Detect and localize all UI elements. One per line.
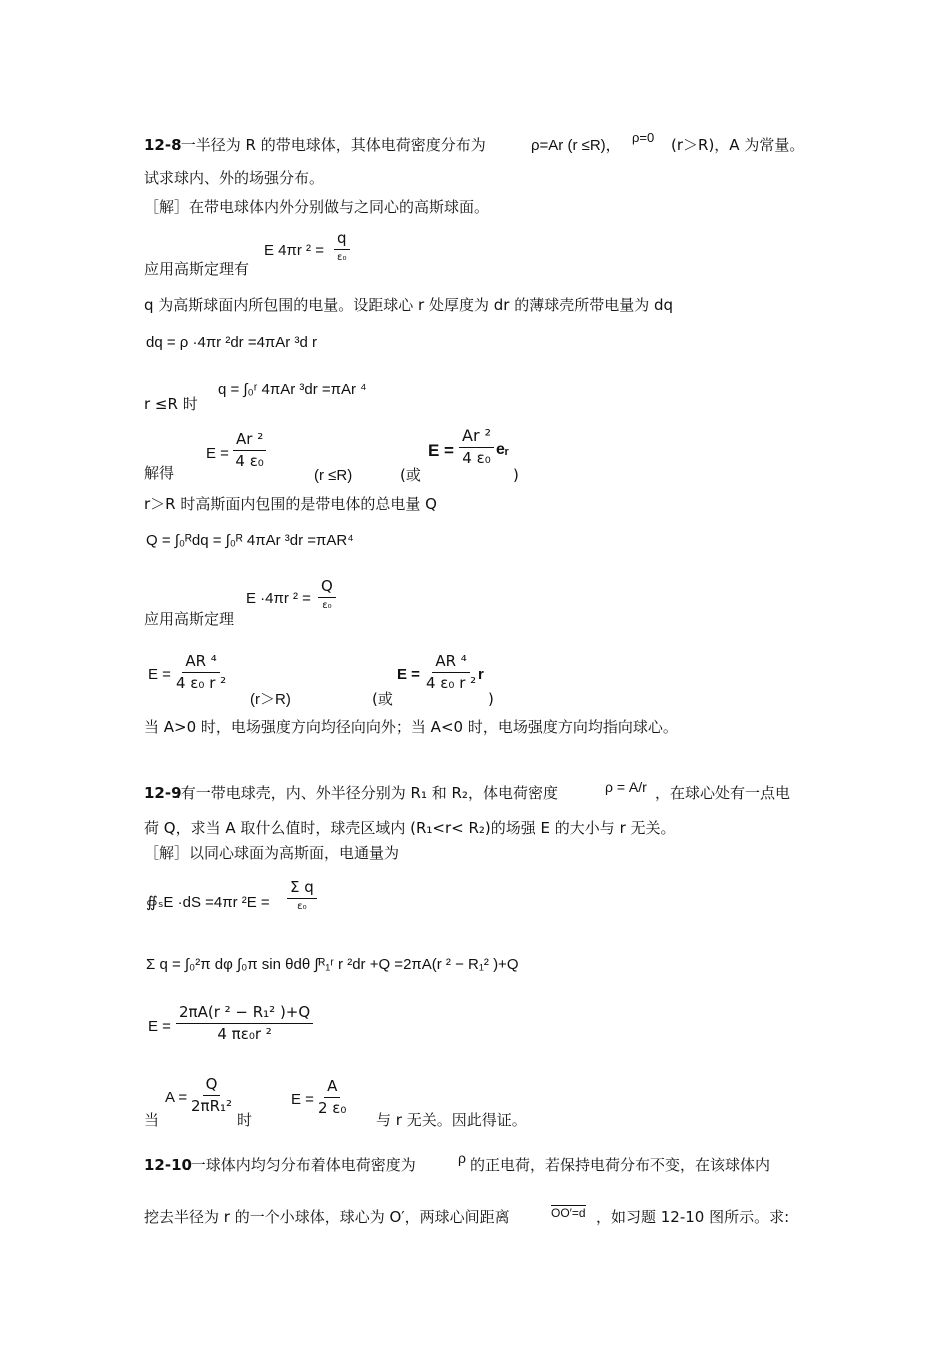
- e-inside-numerator: Ar ²: [233, 432, 266, 451]
- a-value-denominator: 2πR₁²: [191, 1097, 233, 1115]
- proof-conclusion: 与 r 无关。因此得证。: [376, 1111, 527, 1129]
- problem-number-12-10: 12-10: [144, 1156, 192, 1174]
- e-inside-denominator: 4 ε₀: [235, 452, 264, 470]
- problem-number-12-9: 12-9: [144, 784, 182, 802]
- unit-vector-er: eᵣ: [496, 441, 509, 458]
- total-charge-equation: Q = ∫₀ᴿdq = ∫₀ᴿ 4πAr ³dr =πAR⁴: [146, 532, 354, 549]
- e-inside-vector-fraction: [459, 428, 494, 466]
- flux-equation-denominator: ε₀: [297, 901, 307, 912]
- solve-label: 解得: [144, 464, 175, 482]
- gauss-outside-denominator: ε₀: [322, 600, 332, 611]
- problem-12-10-line2: 挖去半径为 r 的一个小球体，球心为 O′，两球心间距离: [144, 1208, 510, 1226]
- enclosed-charge-equation: Σ q = ∫₀²π dφ ∫₀π sin θdθ ∫ᴿ₁ʳ r ²dr +Q =2πA(r ² − R₁² )+Q: [146, 956, 519, 973]
- e-outside-vector-fraction: [426, 654, 476, 691]
- problem-12-10-statement: .一球体内均匀分布着体电荷密度为: [186, 1156, 416, 1174]
- gauss-outside-lhs: E ·4πr ² =: [246, 590, 311, 607]
- e-constant-lhs: E =: [291, 1091, 314, 1108]
- dq-description: q 为高斯球面内所包围的电量。设距球心 r 处厚度为 dr 的薄球壳所带电量为 dq: [144, 296, 674, 314]
- problem-12-8-condition: (r＞R)，A 为常量。: [671, 136, 805, 154]
- e-outside-vector-lhs: E =: [397, 666, 420, 683]
- e-outside-fraction: [176, 654, 226, 691]
- e-outside-condition: (r＞R): [250, 691, 291, 708]
- alternative-close: ): [513, 466, 519, 484]
- gauss-outside-numerator: Q: [318, 579, 336, 598]
- density-inside: ρ=Ar (r ≤R)，: [531, 137, 621, 154]
- unit-vector-r: r: [478, 666, 484, 683]
- a-value-lhs: A =: [165, 1089, 188, 1106]
- alternative-close-2: ): [488, 690, 494, 708]
- uniform-density-symbol: ρ: [458, 1150, 466, 1166]
- problem-12-8-question: 试求球内、外的场强分布。: [144, 169, 325, 187]
- problem-12-8-statement: .一半径为 R 的带电球体，其体电荷密度分布为: [176, 136, 486, 154]
- field-equation-fraction: [176, 1005, 313, 1042]
- field-equation-denominator: 4 πε₀r ²: [217, 1025, 272, 1043]
- gauss-label: 应用高斯定理有: [144, 260, 250, 278]
- e-inside-lhs: E =: [206, 445, 229, 462]
- flux-equation-fraction: [287, 880, 317, 912]
- e-inside-vector-denominator: 4 ε₀: [462, 449, 491, 467]
- problem-12-9-statement-cont: ，在球心处有一点电: [655, 784, 791, 802]
- flux-equation-numerator: Σ q: [287, 880, 317, 899]
- when-label: 当: [144, 1111, 160, 1129]
- problem-number-12-8: 12-8: [144, 136, 182, 154]
- alternative-open: (或: [400, 466, 421, 484]
- problem-12-9-question: 荷 Q，求当 A 取什么值时，球壳区域内 (R₁<r< R₂)的场强 E 的大小与 r 无关。: [144, 819, 676, 837]
- problem-12-9-statement: .有一带电球壳，内、外半径分别为 R₁ 和 R₂，体电荷密度: [176, 784, 558, 802]
- shell-density: ρ = A/r: [605, 779, 647, 795]
- e-inside-condition: (r ≤R): [314, 467, 353, 484]
- q-integral-equation: q = ∫₀ʳ 4πAr ³dr =πAr ⁴: [218, 381, 367, 398]
- flux-equation-lhs: ∯ₛE ·dS =4πr ²E =: [146, 894, 270, 911]
- gauss-eq-fraction: [334, 231, 350, 263]
- gauss-eq-denominator: ε₀: [337, 252, 347, 263]
- e-outside-denominator: 4 ε₀ r ²: [176, 674, 227, 692]
- solution-intro: ［解］在带电球体内外分别做与之同心的高斯球面。: [144, 198, 490, 216]
- alternative-open-2: (或: [372, 690, 393, 708]
- e-outside-numerator: AR ⁴: [182, 654, 219, 673]
- e-inside-vector-lhs: E =: [428, 441, 454, 460]
- e-outside-vector-numerator: AR ⁴: [432, 654, 469, 673]
- e-outside-lhs: E =: [148, 666, 171, 683]
- solution-intro-12-9: ［解］以同心球面为高斯面，电通量为: [144, 844, 400, 862]
- gauss-eq-lhs: E 4πr ² =: [264, 242, 324, 259]
- a-value-fraction: [191, 1077, 232, 1114]
- gauss-outside-fraction: [318, 579, 336, 611]
- e-inside-vector-numerator: Ar ²: [459, 428, 494, 448]
- center-distance: OO′=d: [551, 1206, 586, 1220]
- a-value-numerator: Q: [203, 1077, 221, 1096]
- outside-description: r＞R 时高斯面内包围的是带电体的总电量 Q: [144, 495, 437, 513]
- field-equation-numerator: 2πA(r ² − R₁² )+Q: [176, 1005, 313, 1024]
- gauss-label-2: 应用高斯定理: [144, 610, 235, 628]
- direction-conclusion: 当 A>0 时，电场强度方向均径向向外；当 A<0 时，电场强度方向均指向球心。: [144, 718, 678, 736]
- shi-label: 时: [237, 1111, 253, 1129]
- condition-r-le-R: r ≤R 时: [144, 395, 198, 413]
- dq-equation: dq = ρ ·4πr ²dr =4πAr ³d r: [146, 334, 317, 351]
- e-constant-denominator: 2 ε₀: [318, 1099, 347, 1117]
- e-constant-numerator: A: [324, 1079, 340, 1098]
- gauss-eq-numerator: q: [334, 231, 350, 250]
- e-inside-fraction: [233, 432, 266, 469]
- field-equation-lhs: E =: [148, 1018, 171, 1035]
- density-outside: ρ=0: [632, 130, 655, 145]
- e-outside-vector-denominator: 4 ε₀ r ²: [426, 674, 477, 692]
- problem-12-10-statement-cont: 的正电荷，若保持电荷分布不变，在该球体内: [470, 1156, 771, 1174]
- problem-12-10-line2-cont: ，如习题 12-10 图所示。求:: [596, 1208, 790, 1226]
- e-constant-fraction: [318, 1079, 346, 1116]
